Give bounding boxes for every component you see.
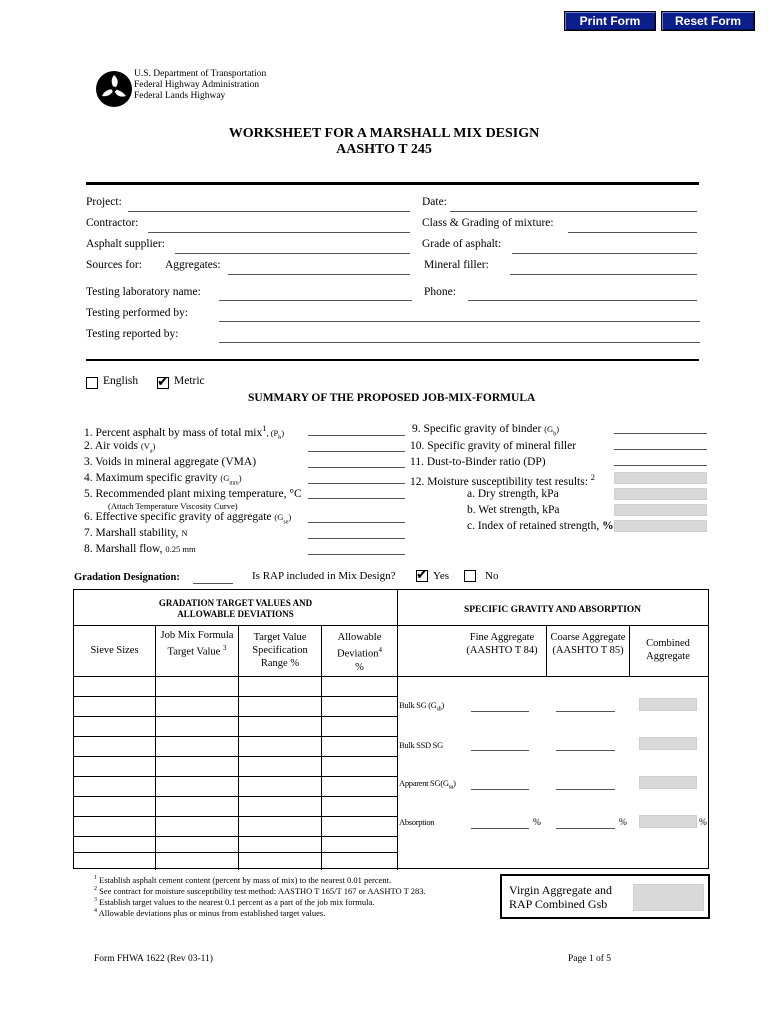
fine-aggregate-header: Fine Aggregate (AASHTO T 84) (466, 632, 538, 656)
summary-item-9: 9. Specific gravity of binder $(G_b)$ (412, 423, 560, 438)
reset-form-button[interactable]: Reset Form (661, 11, 755, 31)
coarse-aggregate-header: Coarse Aggregate (AASHTO T 85) (550, 632, 626, 656)
bulk-ssd-combined-field[interactable] (639, 737, 697, 750)
virgin-rap-gsb-field[interactable] (633, 884, 704, 911)
table-row-line (74, 716, 397, 717)
phone-field[interactable] (468, 300, 697, 301)
table-row-line (74, 852, 397, 853)
reported-by-label: Testing reported by: (86, 328, 179, 340)
gradation-table (73, 589, 709, 869)
summary-item-11: 11. Dust-to-Binder ratio (DP) (410, 456, 546, 468)
table-row-line (74, 696, 397, 697)
air-voids-field[interactable] (308, 451, 405, 452)
marshall-stability-field[interactable] (308, 538, 405, 539)
allowable-deviation-header: Allowable Deviation$^4$ % (337, 632, 382, 673)
footnote-4: $^4$ Allowable deviations plus or minus from established target values. (94, 908, 326, 918)
asphalt-supplier-label: Asphalt supplier: (86, 238, 165, 250)
footnote-1: $^1$ Establish asphalt cement content (percent by mass of mix) to the nearest 0.01 percent. (94, 875, 392, 885)
virgin-rap-label: Virgin Aggregate and RAP Combined Gsb (509, 883, 613, 911)
aggregates-label: Aggregates: (165, 259, 221, 271)
combined-aggregate-header: Combined Aggregate (646, 638, 690, 662)
apparent-sg-label: Apparent $SG(G_{sa})$ (399, 778, 456, 791)
summary-item-4: 4. Maximum specific gravity $(G_{mm})$ (84, 472, 242, 487)
rap-question: Is RAP included in Mix Design? (252, 570, 396, 582)
bulk-sg-combined-field[interactable] (639, 698, 697, 711)
absorption-label: Absorption (399, 817, 435, 827)
table-row-line (74, 736, 397, 737)
contractor-label: Contractor: (86, 217, 139, 229)
absorption-combined-percent: % (699, 818, 707, 828)
target-spec-header: Target Value Specification Range % (252, 632, 308, 669)
absorption-fine-percent: % (533, 818, 541, 828)
performed-by-label: Testing performed by: (86, 307, 189, 319)
table-row-line (74, 676, 708, 677)
grade-asphalt-label: Grade of asphalt: (422, 238, 502, 250)
reported-by-field[interactable] (219, 342, 700, 343)
table-row-line (74, 776, 397, 777)
mixing-temperature-field[interactable] (308, 498, 405, 499)
absorption-coarse-percent: % (619, 818, 627, 828)
summary-item-5: 5. Recommended plant mixing temperature, °C (84, 488, 302, 500)
dot-logo-icon (95, 70, 133, 108)
form-number: Form FHWA 1622 (Rev 03-11) (94, 954, 213, 964)
project-label: Project: (86, 196, 122, 208)
table-row-line (74, 756, 397, 757)
apparent-sg-combined-field[interactable] (639, 776, 697, 789)
effective-gravity-field[interactable] (308, 522, 405, 523)
mineral-filler-label: Mineral filler: (424, 259, 489, 271)
apparent-sg-fine-field[interactable] (471, 789, 529, 790)
footnote-3: $^3$ Establish target values to the nearest 0.1 percent as a part of the job mix formula. (94, 897, 375, 907)
temperature-note: (Attach Temperature Viscosity Curve) (108, 501, 238, 511)
page-subtitle: AASHTO T 245 (336, 142, 432, 157)
summary-item-7: 7. Marshall stability, N (84, 527, 188, 539)
date-label: Date: (422, 196, 447, 208)
rap-no-label: No (485, 570, 499, 582)
print-form-button[interactable]: Print Form (564, 11, 656, 31)
sieve-sizes-header: Sieve Sizes (90, 645, 139, 656)
agency-line-1: U.S. Department of Transportation (134, 69, 267, 79)
rap-yes-label: Yes (433, 570, 450, 582)
english-checkbox[interactable] (86, 377, 98, 389)
retained-strength-label: c. Index of retained strength, % (467, 520, 614, 532)
wet-strength-label: b. Wet strength, kPa (467, 504, 560, 516)
bulk-sg-fine-field[interactable] (471, 711, 529, 712)
agency-line-2: Federal Highway Administration (134, 80, 260, 90)
absorption-combined-field[interactable] (639, 815, 697, 828)
absorption-coarse-field[interactable] (556, 828, 615, 829)
class-grading-field[interactable] (568, 232, 697, 233)
bulk-ssd-fine-field[interactable] (471, 750, 529, 751)
project-field[interactable] (128, 211, 410, 212)
metric-check-mark-icon: ✔ (157, 374, 169, 390)
gradation-designation-field[interactable] (193, 583, 233, 584)
summary-item-6: 6. Effective specific gravity of aggregate $(G_{se})$ (84, 511, 292, 526)
date-field[interactable] (450, 211, 697, 212)
vma-field[interactable] (308, 467, 405, 468)
summary-item-12: 12. Moisture susceptibility test results: $^2$ (410, 472, 596, 488)
table-row-line (74, 836, 397, 837)
table-row-line (74, 816, 397, 817)
wet-strength-field[interactable] (614, 504, 707, 516)
absorption-fine-field[interactable] (471, 828, 529, 829)
asphalt-supplier-field[interactable] (175, 253, 410, 254)
binder-gravity-field[interactable] (614, 433, 707, 434)
summary-item-2: 2. Air voids $(V_a)$ (84, 440, 156, 455)
dry-strength-field[interactable] (614, 488, 707, 500)
metric-label: Metric (174, 375, 205, 387)
class-grading-label: Class & Grading of mixture: (422, 217, 554, 229)
jmf-header: Job Mix Formula Target Value $^3$ (160, 630, 234, 658)
gradation-designation-label: Gradation Designation: (74, 572, 180, 583)
marshall-flow-field[interactable] (308, 554, 405, 555)
footnote-2: $^2$ See contract for moisture susceptibility test method: AASTHO T 165/T 167 or AASHTO T 283. (94, 886, 426, 896)
table-col-line (155, 625, 156, 870)
page-title: WORKSHEET FOR A MARSHALL MIX DESIGN (228, 126, 540, 141)
bulk-sg-coarse-field[interactable] (556, 711, 615, 712)
table-divider (397, 590, 398, 870)
bulk-ssd-coarse-field[interactable] (556, 750, 615, 751)
performed-by-field[interactable] (219, 321, 700, 322)
mineral-filler-field[interactable] (510, 274, 697, 275)
dust-binder-field[interactable] (614, 465, 707, 466)
moisture-results-field[interactable] (614, 472, 707, 484)
left-table-header: GRADATION TARGET VALUES AND ALLOWABLE DEVIATIONS (158, 598, 313, 619)
grade-asphalt-field[interactable] (512, 253, 697, 254)
agency-name (134, 69, 266, 102)
sources-for-label: Sources for: (86, 259, 142, 271)
right-table-header: SPECIFIC GRAVITY AND ABSORPTION (463, 605, 642, 615)
testing-lab-label: Testing laboratory name: (86, 286, 201, 298)
testing-lab-field[interactable] (219, 300, 412, 301)
table-row-line (74, 796, 397, 797)
agency-line-3: Federal Lands Highway (134, 91, 226, 101)
rap-yes-check-mark-icon: ✔ (416, 567, 428, 583)
summary-item-8: 8. Marshall flow, 0.25 mm (84, 543, 196, 555)
summary-title: SUMMARY OF THE PROPOSED JOB-MIX-FORMULA (248, 392, 536, 404)
percent-asphalt-field[interactable] (308, 435, 405, 436)
retained-strength-field[interactable] (614, 520, 707, 532)
table-row-line (74, 625, 708, 626)
phone-label: Phone: (424, 286, 456, 298)
filler-gravity-field[interactable] (614, 449, 707, 450)
virgin-rap-box (500, 874, 710, 919)
mid-rule (86, 359, 699, 361)
page-number: Page 1 of 5 (568, 954, 612, 964)
max-specific-gravity-field[interactable] (308, 483, 405, 484)
summary-item-10: 10. Specific gravity of mineral filler (410, 440, 577, 452)
table-col-line (629, 625, 630, 676)
aggregates-field[interactable] (228, 274, 410, 275)
bulk-sg-label: Bulk SG $(G_{sb})$ (399, 700, 444, 713)
summary-item-3: 3. Voids in mineral aggregate (VMA) (84, 456, 257, 468)
bulk-ssd-sg-label: Bulk SSD SG (399, 740, 443, 750)
dry-strength-label: a. Dry strength, kPa (467, 488, 559, 500)
apparent-sg-coarse-field[interactable] (556, 789, 615, 790)
top-rule (86, 182, 699, 185)
english-label: English (103, 375, 139, 387)
contractor-field[interactable] (148, 232, 410, 233)
summary-item-1: 1. Percent asphalt by mass of total mix$^1$, $(P_b)$ (84, 423, 285, 442)
rap-no-checkbox[interactable] (464, 570, 476, 582)
